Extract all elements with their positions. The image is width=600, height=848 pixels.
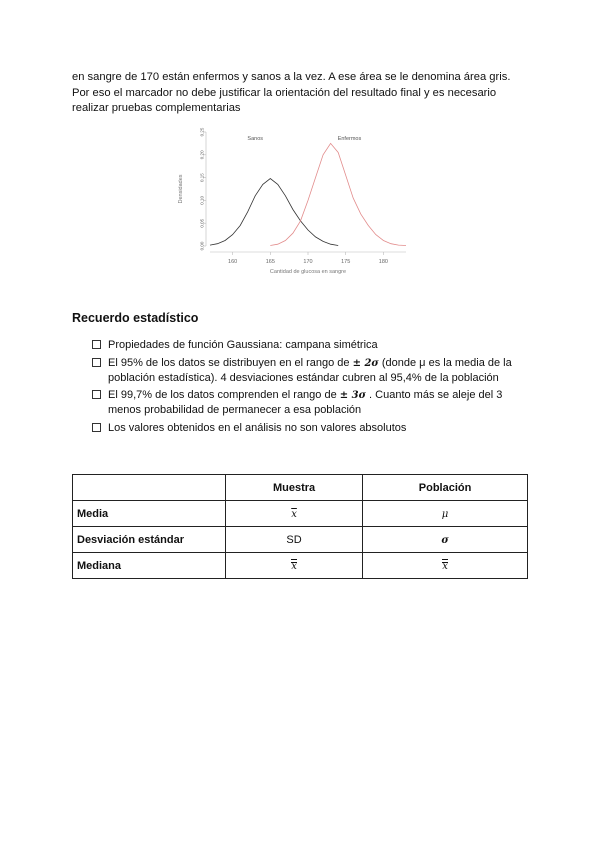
bullet-text: El 95% de los datos se distribuyen en el rango de	[108, 356, 350, 369]
population-mean-symbol: μ	[441, 508, 449, 520]
table-row	[73, 527, 528, 553]
y-tick-label: 0.10	[199, 196, 205, 205]
y-tick-label: 0.25	[199, 127, 205, 137]
row-label-desviacion: Desviación estándar	[73, 527, 226, 553]
x-tick-label: 175	[341, 259, 351, 265]
table-header-empty	[73, 475, 226, 501]
table-row	[73, 553, 528, 579]
sample-sd-value: SD	[226, 527, 363, 553]
y-tick-label: 0.00	[199, 241, 205, 251]
legend-label-enfermos: Enfermos	[337, 136, 362, 142]
y-axis-label: Densidades	[178, 174, 184, 204]
density-chart	[178, 127, 412, 280]
x-tick-label: 160	[228, 259, 238, 265]
checkbox[interactable]	[92, 423, 101, 432]
legend-label-sanos: Sanos	[247, 136, 264, 142]
math-plus-minus-2sigma: ± 2σ	[352, 357, 379, 369]
intro-line-3: realizar pruebas complementarias	[72, 102, 241, 114]
recuerdo-list	[92, 338, 522, 438]
x-axis-label: Cantidad de glucosa en sangre	[269, 269, 347, 275]
density-chart-svg	[178, 127, 412, 280]
bullet-text: El 99,7% de los datos comprenden el rango de	[108, 389, 337, 401]
bullet-text: . Cuanto más se aleje del 3 menos probabilidad de permanecer a esa población	[108, 389, 503, 416]
checkbox[interactable]	[92, 340, 101, 349]
intro-line-2: Por eso el marcador no debe justificar la orientación del resultado final y es necesario	[72, 86, 497, 99]
x-tick-label: 165	[265, 259, 275, 265]
table-header-muestra: Muestra	[226, 475, 363, 501]
y-tick-label: 0.15	[199, 173, 205, 182]
population-sd-symbol: σ	[441, 534, 449, 546]
checkbox[interactable]	[92, 390, 101, 399]
population-median-symbol: x	[442, 560, 448, 572]
section-title: Recuerdo estadístico	[72, 311, 199, 325]
math-plus-minus-3sigma: ± 3σ	[339, 390, 366, 401]
list-item	[92, 421, 522, 436]
row-label-mediana: Mediana	[73, 553, 226, 579]
series-line-enfermos	[270, 143, 406, 245]
row-label-media: Media	[73, 501, 226, 527]
list-item	[92, 388, 522, 418]
stats-table	[72, 474, 528, 579]
table-row	[73, 501, 528, 527]
intro-line-1: en sangre de 170 están enfermos y sanos a la vez. A ese área se le denomina área gris.	[72, 71, 511, 83]
y-tick-label: 0.05	[199, 218, 205, 228]
table-header-poblacion: Población	[363, 475, 528, 501]
bullet-text: Propiedades de función Gaussiana: campana simétrica	[108, 339, 378, 351]
y-tick-label: 0.20	[199, 150, 205, 160]
list-item	[92, 356, 522, 386]
sample-mean-symbol: $\overline{x}$	[291, 508, 297, 520]
list-item	[92, 338, 522, 353]
x-tick-label: 170	[303, 259, 313, 265]
checkbox[interactable]	[92, 358, 101, 367]
series-line-sanos	[210, 179, 338, 246]
x-tick-label: 180	[378, 259, 388, 265]
table-header-row	[73, 475, 528, 501]
intro-paragraph	[72, 70, 532, 117]
bullet-text: Los valores obtenidos en el análisis no son valores absolutos	[108, 421, 407, 434]
sample-median-symbol: x	[291, 560, 297, 572]
bullet-text: (donde μ es la media de la población estadística). 4 desviaciones estándar cubren al 95,4% de la población	[108, 356, 512, 384]
